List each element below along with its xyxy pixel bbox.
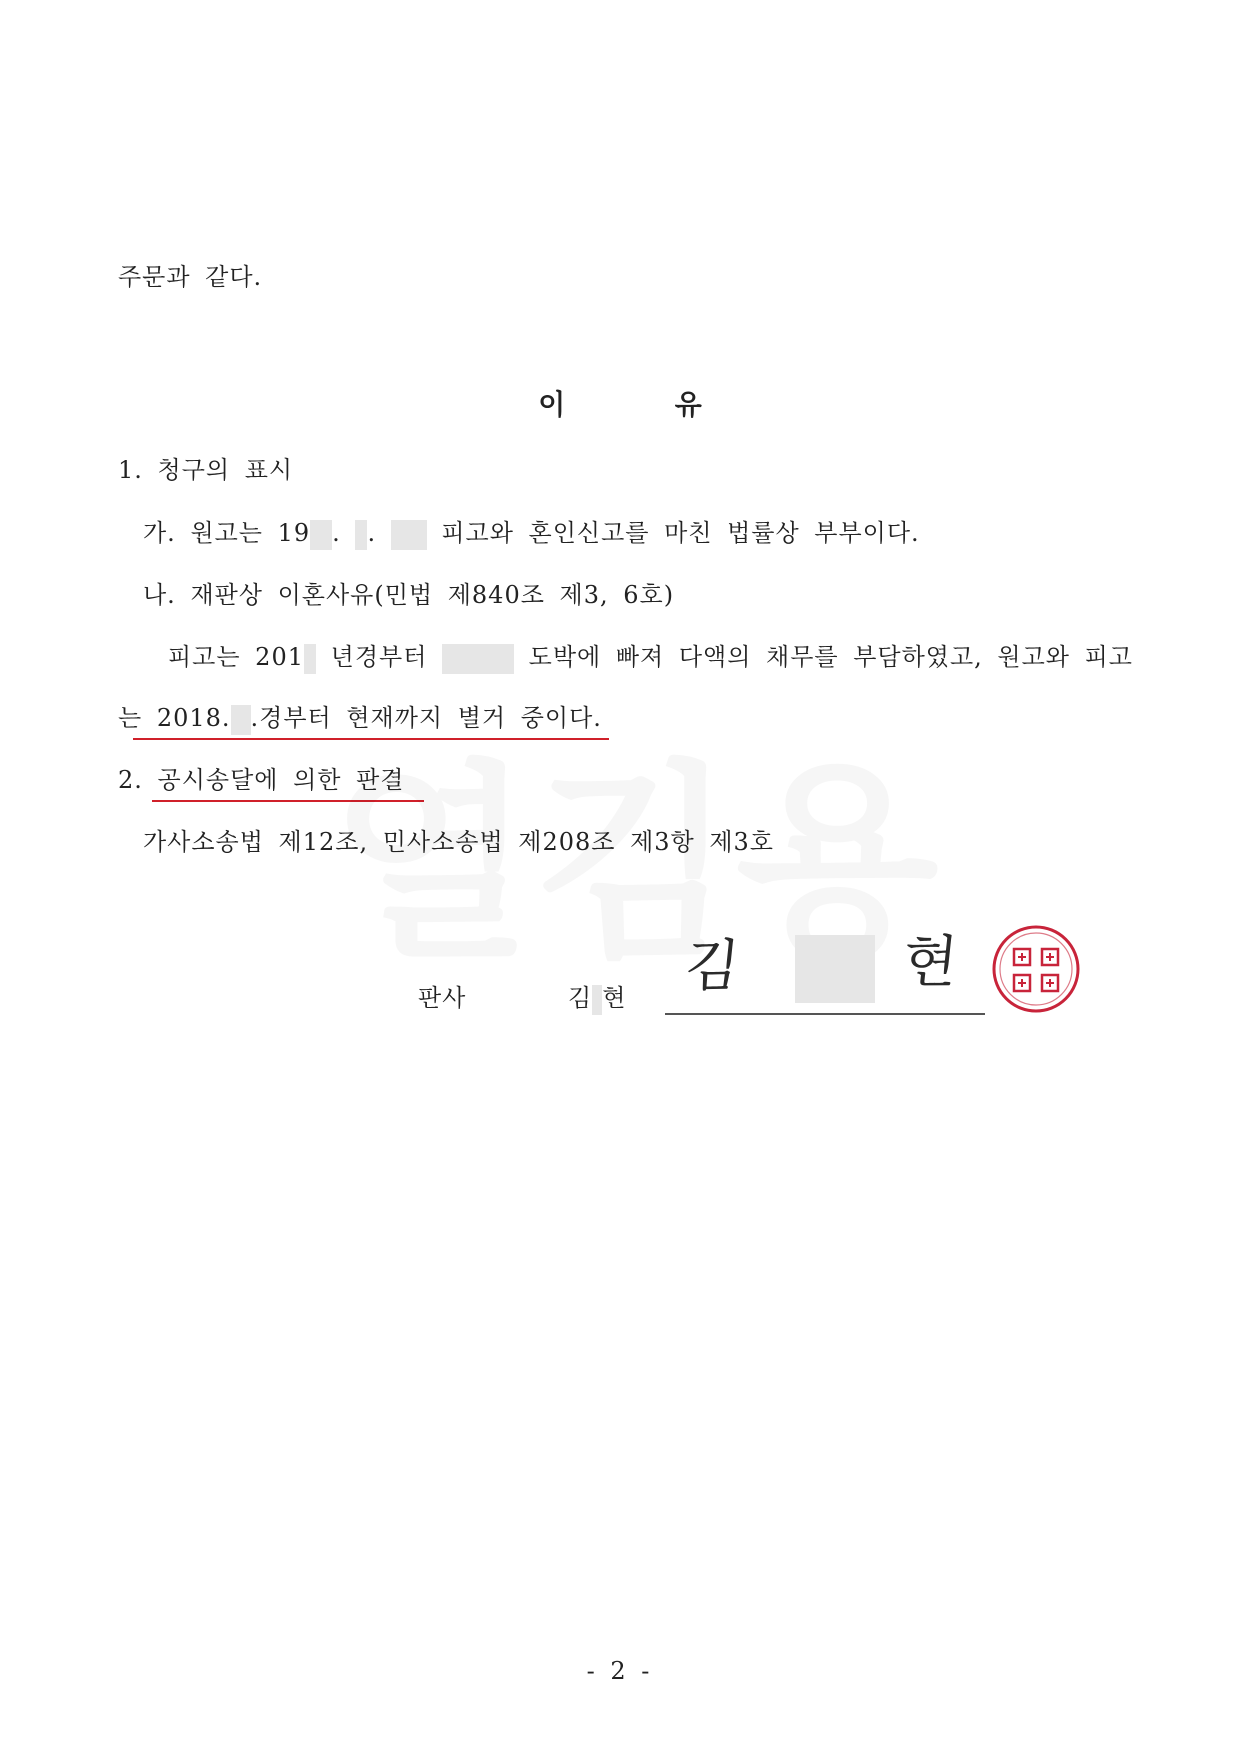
redaction-box (442, 644, 514, 674)
signature-redaction (795, 935, 875, 1003)
section1-item-a (143, 518, 920, 550)
page-number: - 2 - (586, 1657, 654, 1685)
redaction-box (310, 520, 332, 550)
section2-body: 가사소송법 제12조, 민사소송법 제208조 제3항 제3호 (143, 828, 774, 856)
red-underline (133, 738, 609, 740)
item-a-dot1: . (332, 519, 341, 547)
para1-suffix: 도박에 빠져 다액의 채무를 부담하였고, 원고와 피고 (528, 643, 1133, 671)
official-seal-icon (990, 923, 1082, 1015)
handwritten-signature-last: 현 (899, 930, 961, 995)
redaction-box (355, 520, 367, 550)
redaction-box (592, 985, 602, 1015)
para1-prefix: 피고는 201 (168, 643, 304, 671)
handwritten-signature-first: 김 (681, 934, 743, 999)
reasons-heading (0, 388, 1240, 422)
judge-role: 판사 (418, 984, 467, 1012)
item-a-prefix: 가. 원고는 19 (143, 519, 311, 547)
section1-para-line1 (168, 642, 1133, 674)
redaction-box (231, 705, 251, 735)
para2-suffix: .경부터 현재까지 별거 중이다. (250, 704, 602, 732)
section2-title: 2. 공시송달에 의한 판결 (118, 766, 405, 794)
conclusion-text: 주문과 같다. (118, 263, 263, 291)
redaction-box (304, 644, 316, 674)
heading-char-1: 이 (538, 388, 566, 421)
para2-prefix: 는 2018. (118, 704, 231, 732)
section1-item-b: 나. 재판상 이혼사유(민법 제840조 제3, 6호) (143, 581, 675, 609)
item-a-suffix: 피고와 혼인신고를 마친 법률상 부부이다. (441, 519, 920, 547)
signature-line (665, 1013, 985, 1015)
para1-mid: 년경부터 (330, 643, 428, 671)
signature-block (665, 905, 1105, 1025)
heading-char-2: 유 (674, 388, 702, 421)
item-a-dot2: . (367, 519, 377, 547)
judge-name-first: 김 (568, 984, 593, 1012)
section1-para-line2 (118, 703, 602, 735)
section1-title: 1. 청구의 표시 (118, 456, 294, 484)
redaction-box (391, 520, 427, 550)
judge-name-last: 현 (602, 984, 627, 1012)
judge-name (568, 983, 626, 1015)
